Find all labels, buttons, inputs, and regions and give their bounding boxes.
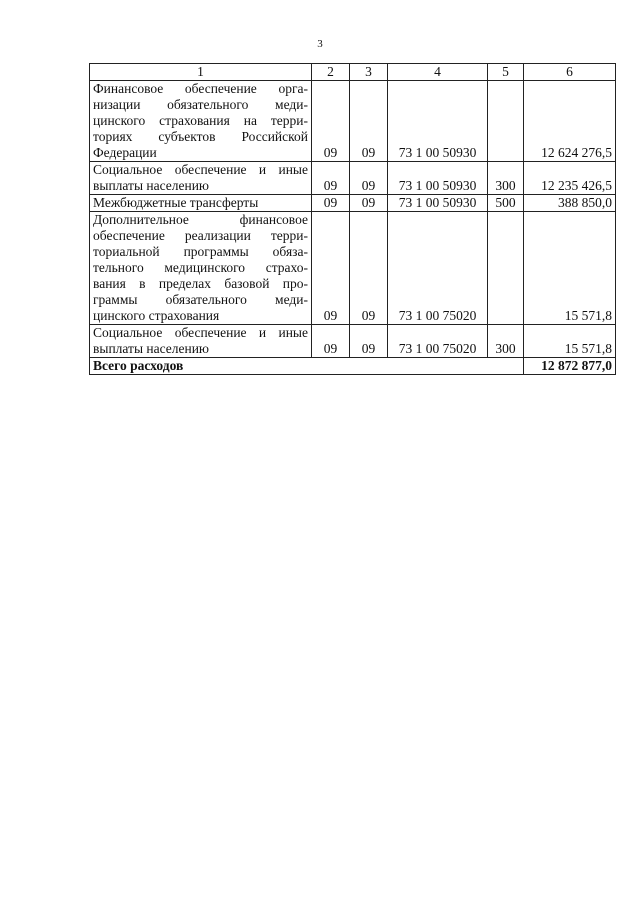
row-name-cell bbox=[90, 81, 312, 162]
row-name-line: низации обязательного меди- bbox=[93, 97, 308, 112]
row-name-line: Социальное обеспечение и иные bbox=[93, 162, 308, 177]
expense-type-cell: 300 bbox=[488, 325, 524, 358]
section-code-cell: 09 bbox=[312, 212, 350, 325]
amount-cell: 12 624 276,5 bbox=[524, 81, 616, 162]
row-name-line: ториях субъектов Российской bbox=[93, 129, 308, 144]
subsection-code-cell: 09 bbox=[350, 81, 388, 162]
amount-cell: 388 850,0 bbox=[524, 195, 616, 212]
section-code-cell: 09 bbox=[312, 162, 350, 195]
row-name-line: выплаты населению bbox=[93, 341, 210, 356]
total-amount: 12 872 877,0 bbox=[524, 358, 616, 375]
subsection-code-cell: 09 bbox=[350, 195, 388, 212]
subsection-code-cell: 09 bbox=[350, 212, 388, 325]
target-article-cell: 73 1 00 50930 bbox=[388, 81, 488, 162]
expense-type-cell bbox=[488, 212, 524, 325]
row-name-line: Федерации bbox=[93, 145, 157, 160]
amount-cell: 12 235 426,5 bbox=[524, 162, 616, 195]
target-article-cell: 73 1 00 75020 bbox=[388, 212, 488, 325]
row-name-cell bbox=[90, 195, 312, 212]
table-row bbox=[90, 81, 616, 162]
subsection-code-cell: 09 bbox=[350, 162, 388, 195]
row-name-line: граммы обязательного меди- bbox=[93, 292, 308, 307]
total-row bbox=[90, 358, 616, 375]
expenditure-table bbox=[89, 63, 616, 375]
row-name-line: обеспечение реализации терри- bbox=[93, 228, 308, 243]
row-name-line: Межбюджетные трансферты bbox=[93, 195, 259, 210]
column-header: 6 bbox=[524, 64, 616, 81]
table-header-row bbox=[90, 64, 616, 81]
section-code-cell: 09 bbox=[312, 325, 350, 358]
row-name-line: цинского страхования на терри- bbox=[93, 113, 308, 128]
row-name-cell bbox=[90, 325, 312, 358]
row-name-line: выплаты населению bbox=[93, 178, 210, 193]
table-row bbox=[90, 325, 616, 358]
target-article-cell: 73 1 00 75020 bbox=[388, 325, 488, 358]
expense-type-cell bbox=[488, 81, 524, 162]
section-code-cell: 09 bbox=[312, 195, 350, 212]
table-row bbox=[90, 162, 616, 195]
expense-type-cell: 500 bbox=[488, 195, 524, 212]
subsection-code-cell: 09 bbox=[350, 325, 388, 358]
row-name-line: ториальной программы обяза- bbox=[93, 244, 308, 259]
row-name-line: Дополнительное финансовое bbox=[93, 212, 308, 227]
section-code-cell: 09 bbox=[312, 81, 350, 162]
table-row bbox=[90, 212, 616, 325]
row-name-line: Социальное обеспечение и иные bbox=[93, 325, 308, 340]
column-header: 5 bbox=[488, 64, 524, 81]
column-header: 1 bbox=[90, 64, 312, 81]
target-article-cell: 73 1 00 50930 bbox=[388, 162, 488, 195]
target-article-cell: 73 1 00 50930 bbox=[388, 195, 488, 212]
row-name-line: вания в пределах базовой про- bbox=[93, 276, 308, 291]
page-number: 3 bbox=[317, 38, 323, 50]
expense-type-cell: 300 bbox=[488, 162, 524, 195]
row-name-line: Финансовое обеспечение орга- bbox=[93, 81, 308, 96]
total-label: Всего расходов bbox=[90, 358, 524, 375]
row-name-cell bbox=[90, 162, 312, 195]
row-name-cell bbox=[90, 212, 312, 325]
amount-cell: 15 571,8 bbox=[524, 325, 616, 358]
row-name-line: цинского страхования bbox=[93, 308, 220, 323]
column-header: 4 bbox=[388, 64, 488, 81]
column-header: 3 bbox=[350, 64, 388, 81]
column-header: 2 bbox=[312, 64, 350, 81]
table-row bbox=[90, 195, 616, 212]
amount-cell: 15 571,8 bbox=[524, 212, 616, 325]
row-name-line: тельного медицинского страхо- bbox=[93, 260, 308, 275]
